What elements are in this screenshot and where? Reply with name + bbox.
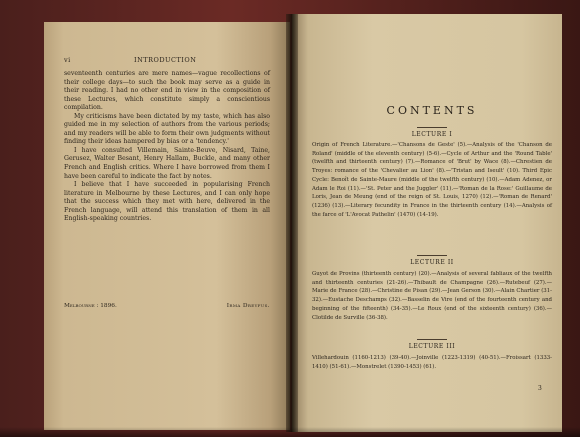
lecture-summary-text: Villehardouin (1160-1213) (39-40).—Joinville (1223-1319) (40-51).—Froissart (1333-1410) (51-61).—Monstrelet (1390-1453) (61). [312, 355, 552, 370]
lecture-summary [312, 270, 552, 322]
running-head-title: INTRODUCTION [134, 56, 197, 64]
lecture-label: LECTURE II [410, 259, 454, 266]
divider [417, 339, 447, 340]
lecture-summary [312, 354, 552, 371]
left-page-number: vi [64, 56, 71, 64]
paragraph: seventeenth centuries are mere names—vague recollections of their college days—to such the book may serve as a guide in their reading. I had no other end in view in the composition of these Lectures, which constitute simply a conscientious compilation. [64, 70, 270, 112]
contents-heading: CONTENTS [386, 104, 478, 117]
lecture-summary [312, 141, 552, 219]
lecture-label: LECTURE I [411, 131, 453, 138]
bottom-shadow [0, 427, 580, 437]
signature-place: Melbourne : 1896. [64, 303, 117, 309]
paragraph: I have consulted Villemain, Sainte-Beuve, Nisard, Taine, Gerusez, Walter Besant, Henry Hallam, Buckle, and many other French and English critics. Where I have borrowed from them I have been careful to indicate the fact by notes. [64, 146, 270, 180]
lecture-label: LECTURE III [408, 343, 456, 350]
paragraph: I believe that I have succeeded in popularising French literature in Melbourne by these Lectures, and I can only hope that the success which they met with here, delivered in the French language, will attend this translation of them in all English-speaking countries. [64, 181, 270, 223]
introduction-text [64, 70, 270, 224]
signature-author: Irma Dreyfus. [226, 303, 270, 309]
paragraph: My criticisms have been dictated by my taste, which has also guided me in my selection of authors from the various periods; and my readers will be able to form their own judgments without finding their ideas hampered by bias or a 'tendency.' [64, 112, 270, 146]
left-page [44, 22, 290, 430]
divider [417, 255, 447, 256]
lecture-summary-text: Origin of French Literature.—'Chansons de Geste' (5).—Analysis of the 'Chanson de Roland' (middle of the eleventh century) (5-6).—Cycle of Arthur and the 'Round Table' (twelfth and thirteenth century) (7).—Romance of 'Brut' by Wace (8).—Chrestien de Troyes: romance of the 'Chevalier au Lion' (8).—'Tristan and Iseult' (10). Third Epic Cycle: Benoît de Sainte-Maure (middle of the twelfth century) (10).—Adam Adenez, or Adam le Roi (11).—'St. Peter and the Juggler' (11).—'Roman de la Rose:' Guillaume de Loris, Jean de Meung (end of the reign of St. Louis, 1270) (12).—'Roman de Renard' (1236) (13).—Literary fecundity in France in the thirteenth century (14).—Analysis of the farce of 'L'Avocat Pathelin' (1470) (14-19). [312, 142, 552, 218]
divider [417, 127, 447, 128]
running-head [64, 56, 264, 64]
book-gutter [286, 14, 298, 432]
right-page-number: 3 [538, 385, 542, 392]
signature [64, 303, 270, 309]
right-page [292, 14, 562, 432]
lecture-summary-text: Guyot de Provins (thirteenth century) (20).—Analysis of several fabliaux of the twelfth and thirteenth centuries (21-26).—Thibault de Champagne (26).—Rutebeuf (27).—Marie de France (28).—Christine de Pisan (29).—Jean Gerson (30).—Alain Chartier (31-32).—Eustache Deschamps (32).—Basselin de Vire (end of the fourteenth century and beginning of the fifteenth) (34-35).—Le Roux (end of the sixteenth century) (36).—Clotilde de Surville (36-38). [312, 271, 552, 321]
